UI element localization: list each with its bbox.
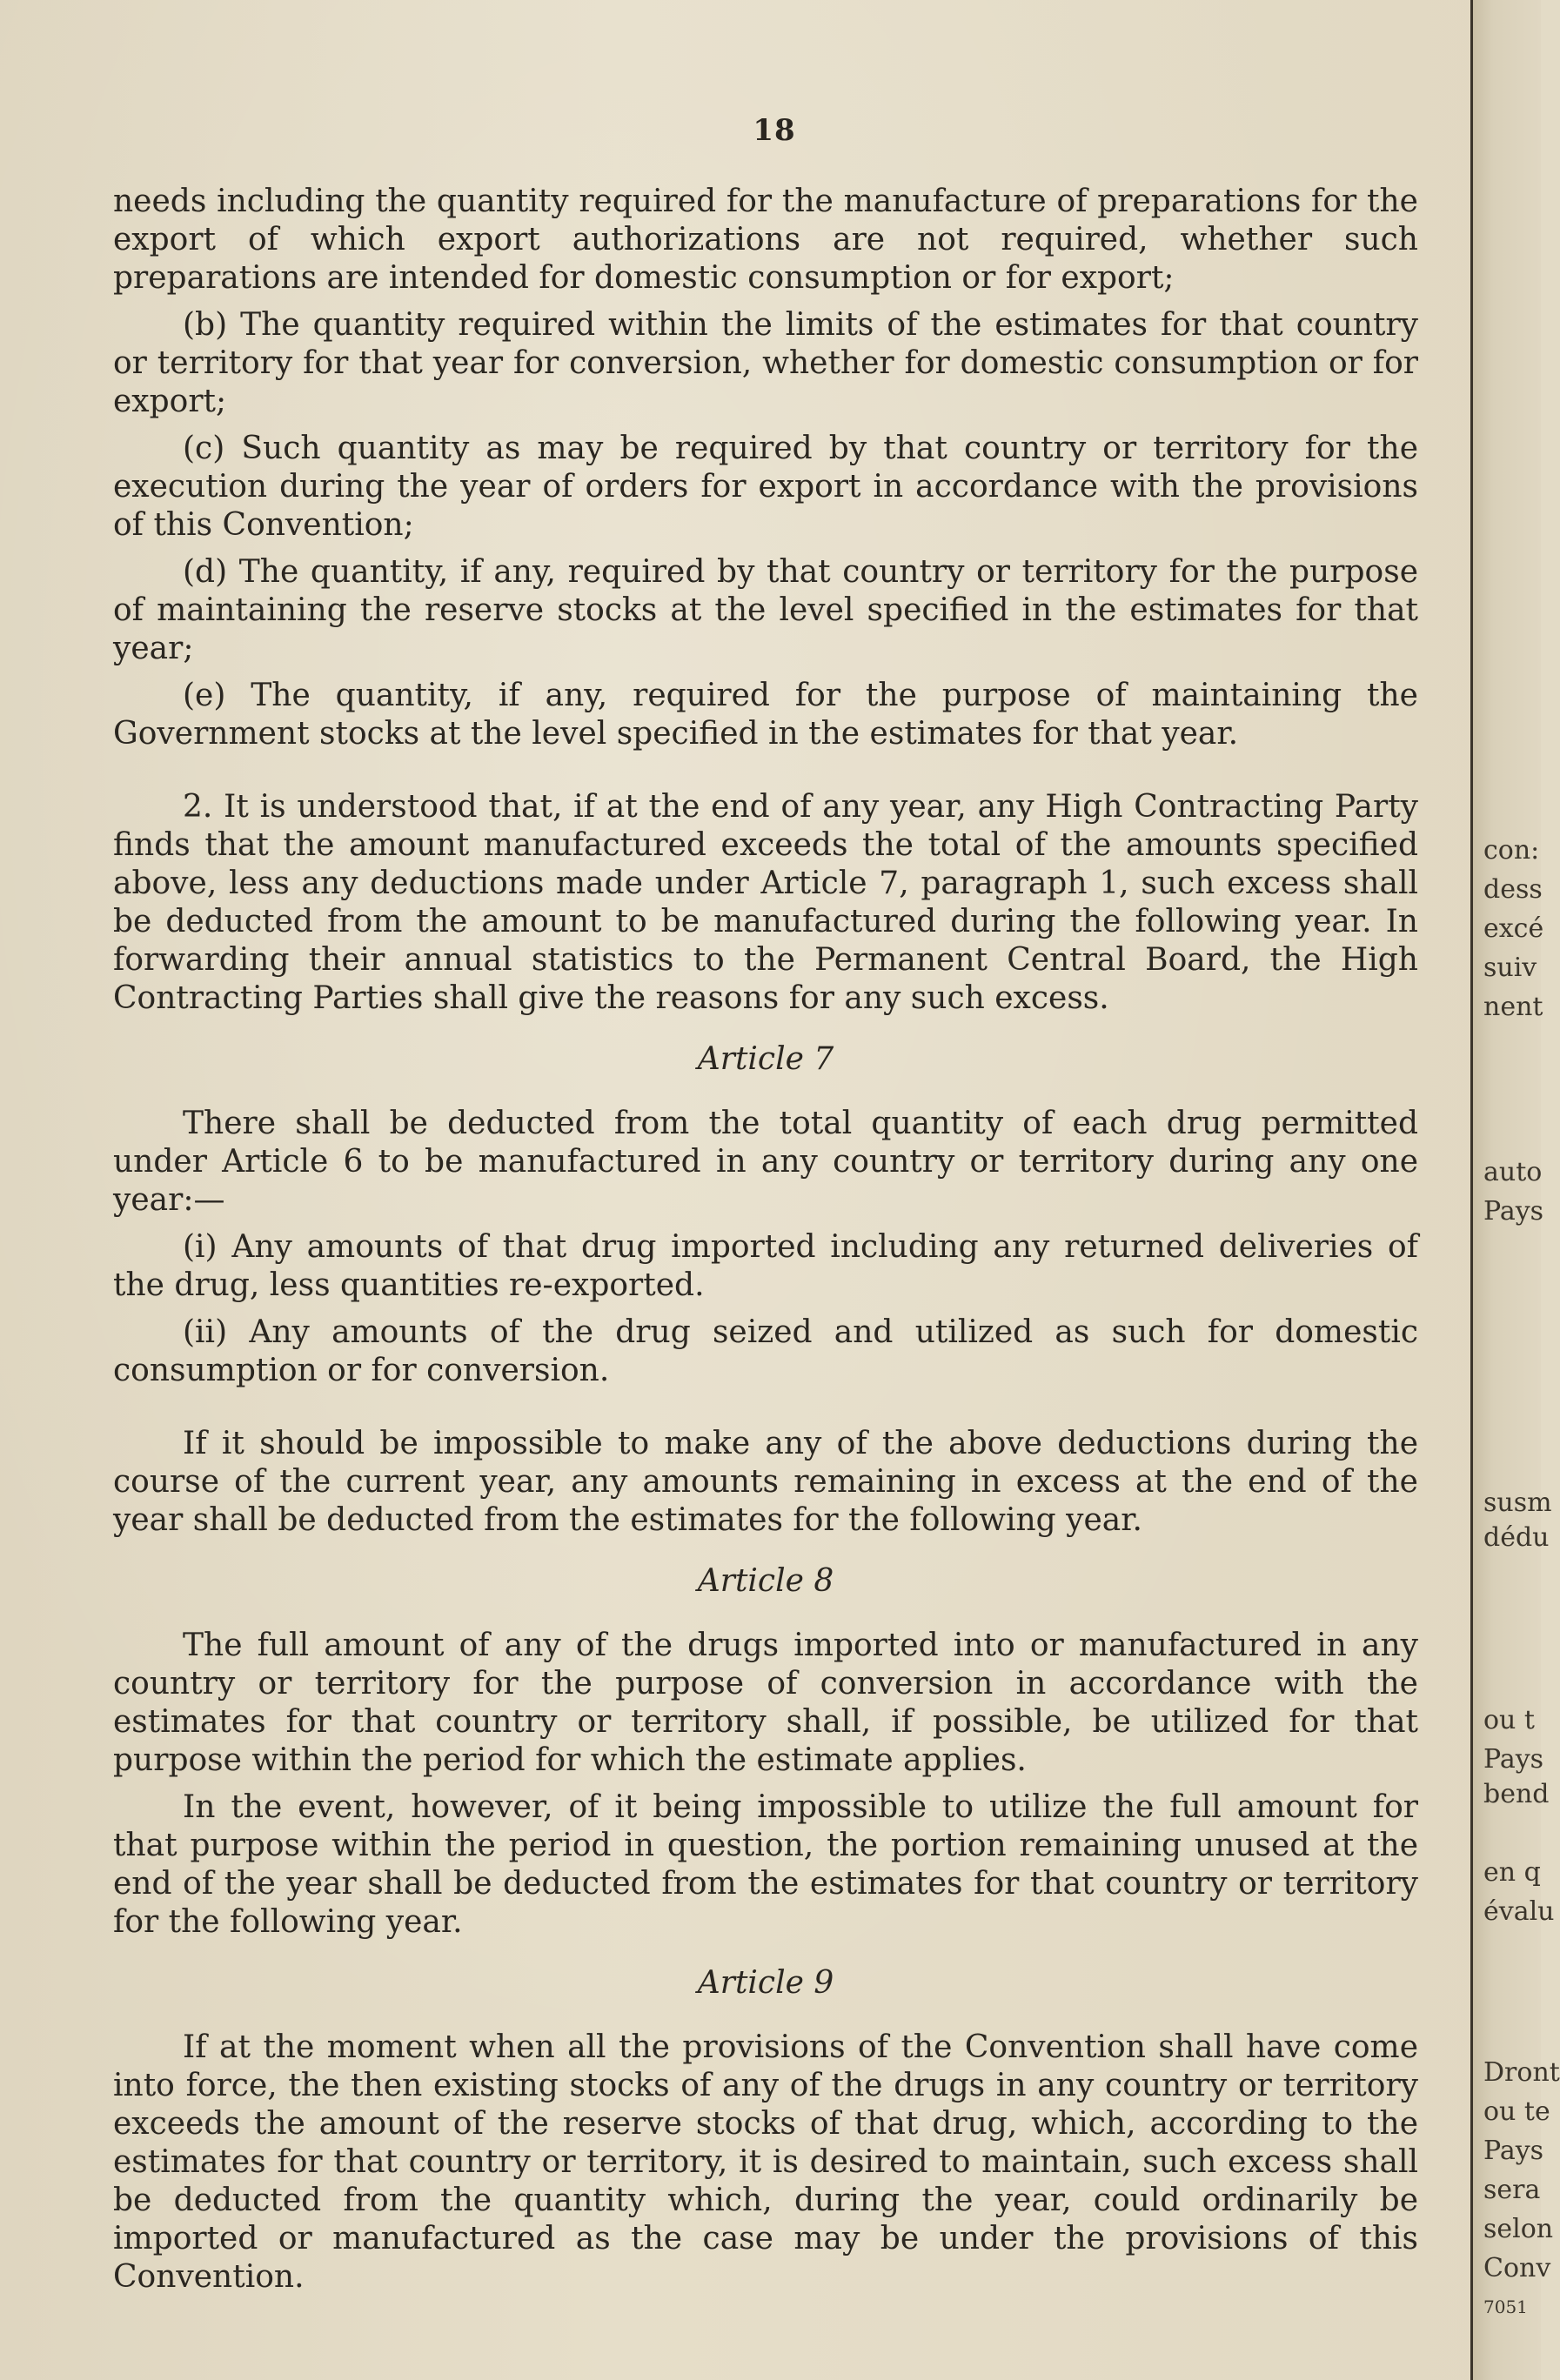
item-b: (b) The quantity required within the limits of the estimates for that country or territory for that year for conversion, whether for domestic consumption or for export; [113, 307, 1418, 419]
edge-fragment: Pays [1483, 1744, 1544, 1775]
article-9-para-1: If at the moment when all the provisions of the Convention shall have come into force, the then existing stocks of any of the drugs in any country or territory exceeds the amount of the reserve stocks of that drug, which, according to the estimates for that country or territory, it is desired to maintain, such excess shall be deducted from the quantity which, during the year, could ordinarily be imported or manufactured as the case may be under the provisions of this Convention. [113, 2029, 1418, 2295]
edge-fragment: Pays [1483, 1196, 1544, 1227]
article-8-para-1: The full amount of any of the drugs imported into or manufactured in any country or territory for the purpose of conversion in accordance with the estimates for that country or territory shall, if possible, be utilized for that purpose within the period for which the estimate applies. [113, 1628, 1418, 1778]
edge-fragment: suiv [1483, 953, 1537, 983]
item-c: (c) Such quantity as may be required by that country or territory for the execution during the year of orders for export in accordance with the provisions of this Convention; [113, 431, 1418, 543]
article-7-closing: If it should be impossible to make any of the above deductions during the course of the current year, any amounts remaining in excess at the end of the year shall be deducted from the estimates for the following year. [113, 1426, 1418, 1538]
edge-fragment: évalu [1483, 1896, 1555, 1927]
article-8-heading: Article 8 [697, 1563, 834, 1599]
edge-fragment: susm [1483, 1488, 1552, 1518]
edge-fragment: ou t [1483, 1705, 1535, 1735]
edge-fragment: dess [1483, 874, 1543, 905]
item-d: (d) The quantity, if any, required by that country or territory for the purpose of maintaining the reserve stocks at the level specified in the estimates for that year; [113, 554, 1418, 666]
item-e: (e) The quantity, if any, required for the purpose of maintaining the Government stocks at the level specified in the estimates for that year. [113, 678, 1418, 752]
edge-fragment: bend [1483, 1779, 1550, 1809]
article-7-item-ii: (ii) Any amounts of the drug seized and utilized as such for domestic consumption or for conversion. [113, 1314, 1418, 1388]
article-7-intro: There shall be deducted from the total quantity of each drug permitted under Article 6 to be manufactured in any country or territory during any one year:— [113, 1106, 1418, 1218]
edge-fragment: dédu [1483, 1522, 1550, 1553]
edge-fragment: en q [1483, 1857, 1541, 1888]
edge-fragment: nent [1483, 992, 1543, 1022]
edge-fragment: Pays [1483, 2136, 1544, 2166]
edge-fragment: auto [1483, 1157, 1543, 1187]
next-page-edge [1470, 0, 1560, 2380]
page-number: 18 [753, 113, 796, 148]
edge-fragment: con: [1483, 835, 1540, 866]
edge-fragment: Conv [1483, 2253, 1551, 2283]
edge-fragment: sera [1483, 2175, 1541, 2205]
intro-paragraph: needs including the quantity required for the manufacture of preparations for the export of which export authorizations are not required, whether such preparations are intended for domestic consumption or for export; [113, 184, 1418, 296]
edge-fragment: 7051 [1483, 2296, 1528, 2317]
paragraph-2: 2. It is understood that, if at the end of any year, any High Contracting Party finds that the amount manufactured exceeds the total of the amounts specified above, less any deductions made under Article 7, paragraph 1, such excess shall be deducted from the amount to be manufactured during the following year. In forwarding their annual statistics to the Permanent Central Board, the High Contracting Parties shall give the reasons for any such excess. [113, 789, 1418, 1016]
article-7-heading: Article 7 [697, 1041, 834, 1077]
document-body [113, 183, 1418, 2305]
article-7-item-i: (i) Any amounts of that drug imported including any returned deliveries of the drug, less quantities re-exported. [113, 1229, 1418, 1303]
article-8-para-2: In the event, however, of it being impossible to utilize the full amount for that purpose within the period in question, the portion remaining unused at the end of the year shall be deducted from the estimates for that country or territory for the following year. [113, 1789, 1418, 1940]
edge-fragment: Dront [1483, 2057, 1560, 2088]
edge-fragment: ou te [1483, 2096, 1550, 2127]
edge-fragment: selon [1483, 2214, 1554, 2244]
article-9-heading: Article 9 [697, 1965, 834, 2001]
edge-fragment: excé [1483, 913, 1544, 944]
